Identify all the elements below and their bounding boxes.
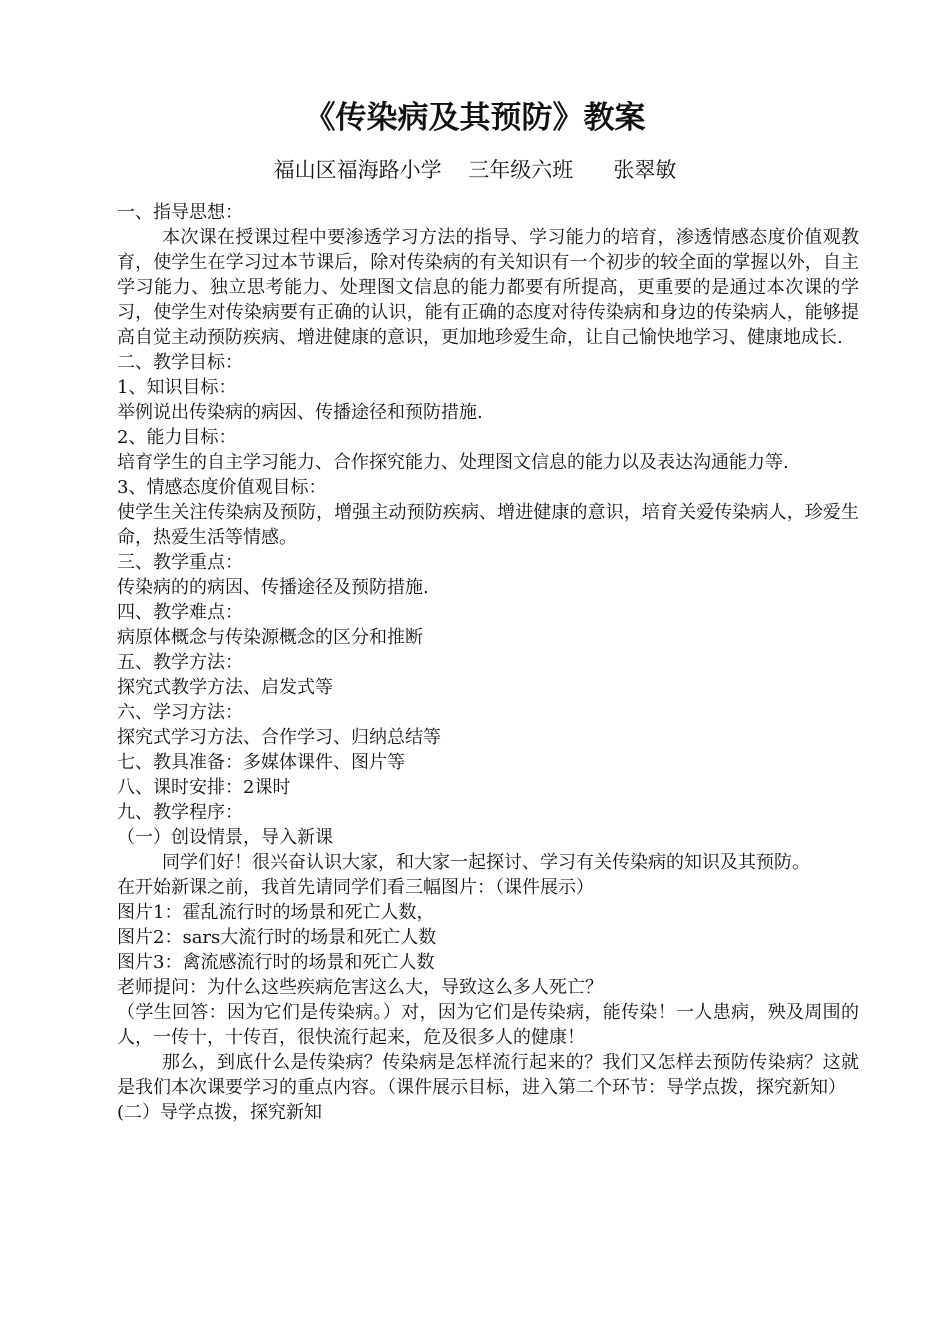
body-paragraph: 病原体概念与传染源概念的区分和推断	[117, 627, 423, 648]
section-heading: 四、教学难点：	[117, 602, 243, 623]
body-paragraph: （学生回答：因为它们是传染病。）对，因为它们是传染病，能传染！一人患病，殃及周围的人，一传十，十传百，很快流行起来，危及很多人的健康！	[117, 1002, 859, 1048]
subsection-heading: 3、情感态度价值观目标：	[117, 477, 327, 498]
body-paragraph: 探究式教学方法、启发式等	[117, 677, 333, 698]
list-item: 图片1：霍乱流行时的场景和死亡人数，	[117, 902, 435, 923]
body-paragraph: 那么，到底什么是传染病？传染病是怎样流行起来的？我们又怎样去预防传染病？这就是我们本次课要学习的重点内容。（课件展示目标，进入第二个环节：导学点拨，探究新知）	[117, 1052, 859, 1098]
body-paragraph: 使学生关注传染病及预防，增强主动预防疾病、增进健康的意识，培育关爱传染病人，珍爱生命，热爱生活等情感。	[117, 502, 859, 548]
subsection-heading: (二）导学点拨，探究新知	[117, 1102, 323, 1123]
body-paragraph: 同学们好！很兴奋认识大家，和大家一起探讨、学习有关传染病的知识及其预防。	[162, 852, 810, 873]
section-heading: 七、教具准备：多媒体课件、图片等	[117, 752, 405, 773]
section-heading: 三、教学重点：	[117, 552, 243, 573]
body-paragraph: 老师提问：为什么这些疾病危害这么大，导致这么多人死亡？	[117, 977, 603, 998]
section-heading: 九、教学程序：	[117, 802, 243, 823]
subsection-heading: （一）创设情景，导入新课	[117, 827, 333, 848]
subsection-heading: 2、能力目标：	[117, 427, 237, 448]
list-item: 图片3：禽流感流行时的场景和死亡人数	[117, 952, 435, 973]
section-heading: 六、学习方法：	[117, 702, 243, 723]
body-paragraph: 传染病的的病因、传播途径及预防措施.	[117, 577, 429, 598]
document-subtitle: 福山区福海路小学 三年级六班 张翠敏	[273, 158, 677, 182]
document-body	[117, 200, 859, 1125]
list-item: 图片2：sars大流行时的场景和死亡人数	[117, 927, 437, 948]
body-paragraph: 本次课在授课过程中要渗透学习方法的指导、学习能力的培育，渗透情感态度价值观教育，使学生在学习过本节课后，除对传染病的有关知识有一个初步的较全面的掌握以外，自主学习能力、独立思考能力、处理图文信息的能力都要有所提高，更重要的是通过本次课的学习，使学生对传染病要有正确的认识，能有正确的态度对待传染病和身边的传染病人，能够提高自觉主动预防疾病、增进健康的意识，更加地珍爱生命，让自己愉快地学习、健康地成长.	[117, 227, 859, 348]
section-heading: 二、教学目标：	[117, 352, 243, 373]
body-paragraph: 在开始新课之前，我首先请同学们看三幅图片：（课件展示）	[117, 877, 594, 898]
document-title: 《传染病及其预防》教案	[304, 100, 646, 136]
body-paragraph: 举例说出传染病的病因、传播途径和预防措施.	[117, 402, 483, 423]
section-heading: 一、指导思想：	[117, 202, 243, 223]
section-heading: 五、教学方法：	[117, 652, 243, 673]
body-paragraph: 培育学生的自主学习能力、合作探究能力、处理图文信息的能力以及表达沟通能力等.	[117, 452, 789, 473]
body-paragraph: 探究式学习方法、合作学习、归纳总结等	[117, 727, 441, 748]
subsection-heading: 1、知识目标：	[117, 377, 237, 398]
section-heading: 八、课时安排：2课时	[117, 777, 291, 798]
